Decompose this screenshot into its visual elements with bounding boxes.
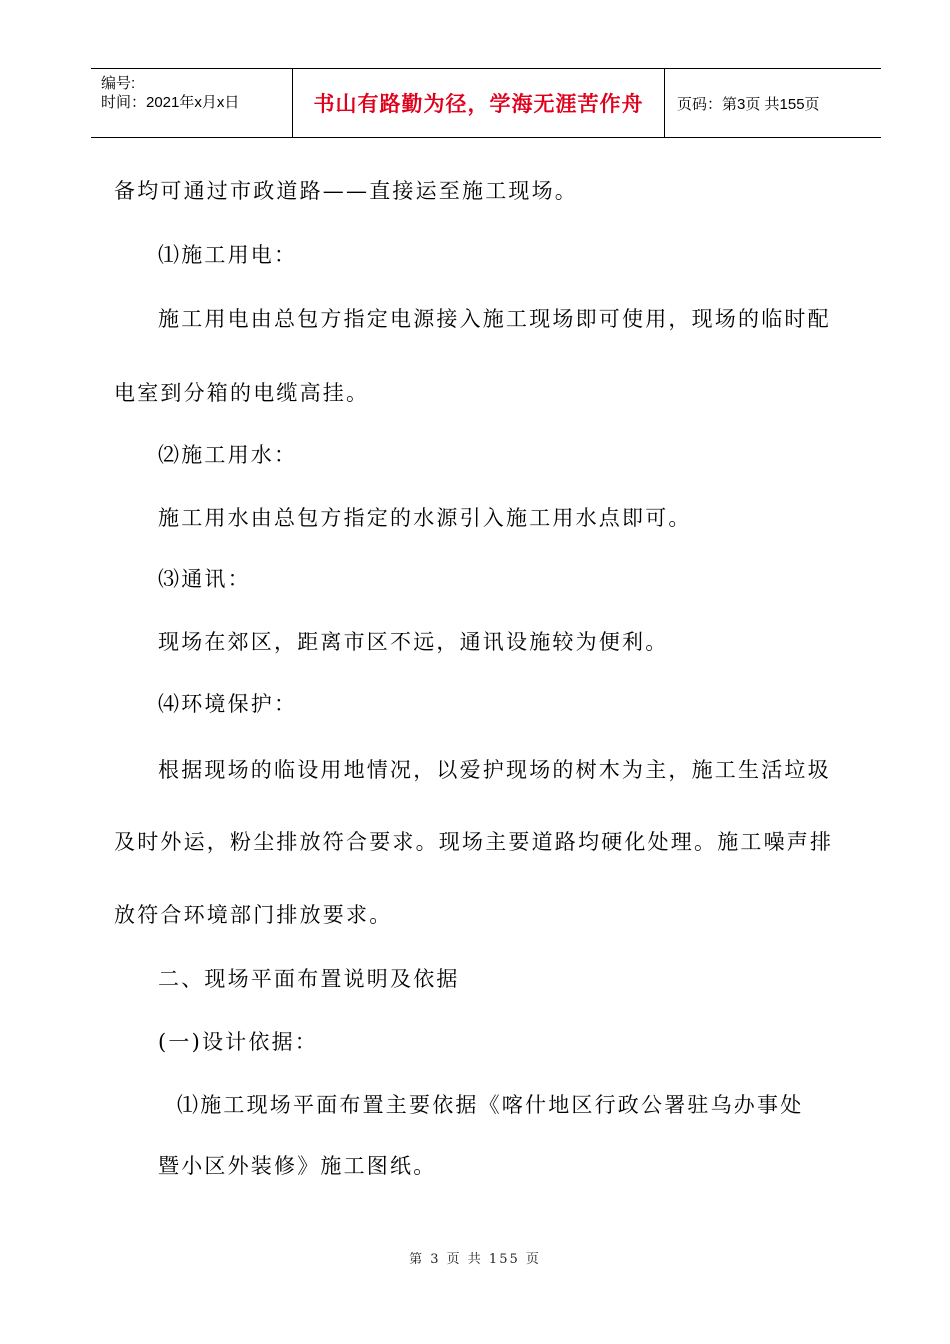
doc-number-label: 编号: xyxy=(101,75,136,92)
section-heading: 二、现场平面布置说明及依据 xyxy=(158,967,460,991)
section-heading: ⑴施工用电： xyxy=(158,243,298,267)
body-line: 暨小区外装修》施工图纸。 xyxy=(158,1154,437,1178)
section-heading: ⑷环境保护： xyxy=(158,692,298,716)
body-line: 施工用电由总包方指定电源接入施工现场即可使用，现场的临时配 xyxy=(158,307,831,331)
body-line: ⑴施工现场平面布置主要依据《喀什地区行政公署驻乌办事处 xyxy=(177,1093,804,1117)
section-heading: ⑵施工用水： xyxy=(158,443,298,467)
body-line: 备均可通过市政道路——直接运至施工现场。 xyxy=(114,179,578,203)
body-line: 现场在郊区，距离市区不远，通讯设施较为便利。 xyxy=(158,630,669,654)
subsection-heading: (一)设计依据： xyxy=(158,1030,318,1054)
section-heading: ⑶通讯： xyxy=(158,567,251,591)
body-line: 电室到分箱的电缆高挂。 xyxy=(114,381,370,405)
header-meta xyxy=(91,69,292,137)
body-line: 施工用水由总包方指定的水源引入施工用水点即可。 xyxy=(158,506,692,530)
body-line: 及时外运，粉尘排放符合要求。现场主要道路均硬化处理。施工噪声排 xyxy=(114,830,834,854)
header-page-number: 页码：第3页 共155页 xyxy=(677,95,820,113)
page-footer: 第 3 页 共 155 页 xyxy=(409,1252,541,1267)
header-motto: 书山有路勤为径，学海无涯苦作舟 xyxy=(313,92,644,116)
doc-time-label: 时间：2021年x月x日 xyxy=(101,94,240,111)
body-line: 根据现场的临设用地情况，以爱护现场的树木为主，施工生活垃圾 xyxy=(158,758,831,782)
document-header xyxy=(91,68,881,138)
body-line: 放符合环境部门排放要求。 xyxy=(114,903,393,927)
